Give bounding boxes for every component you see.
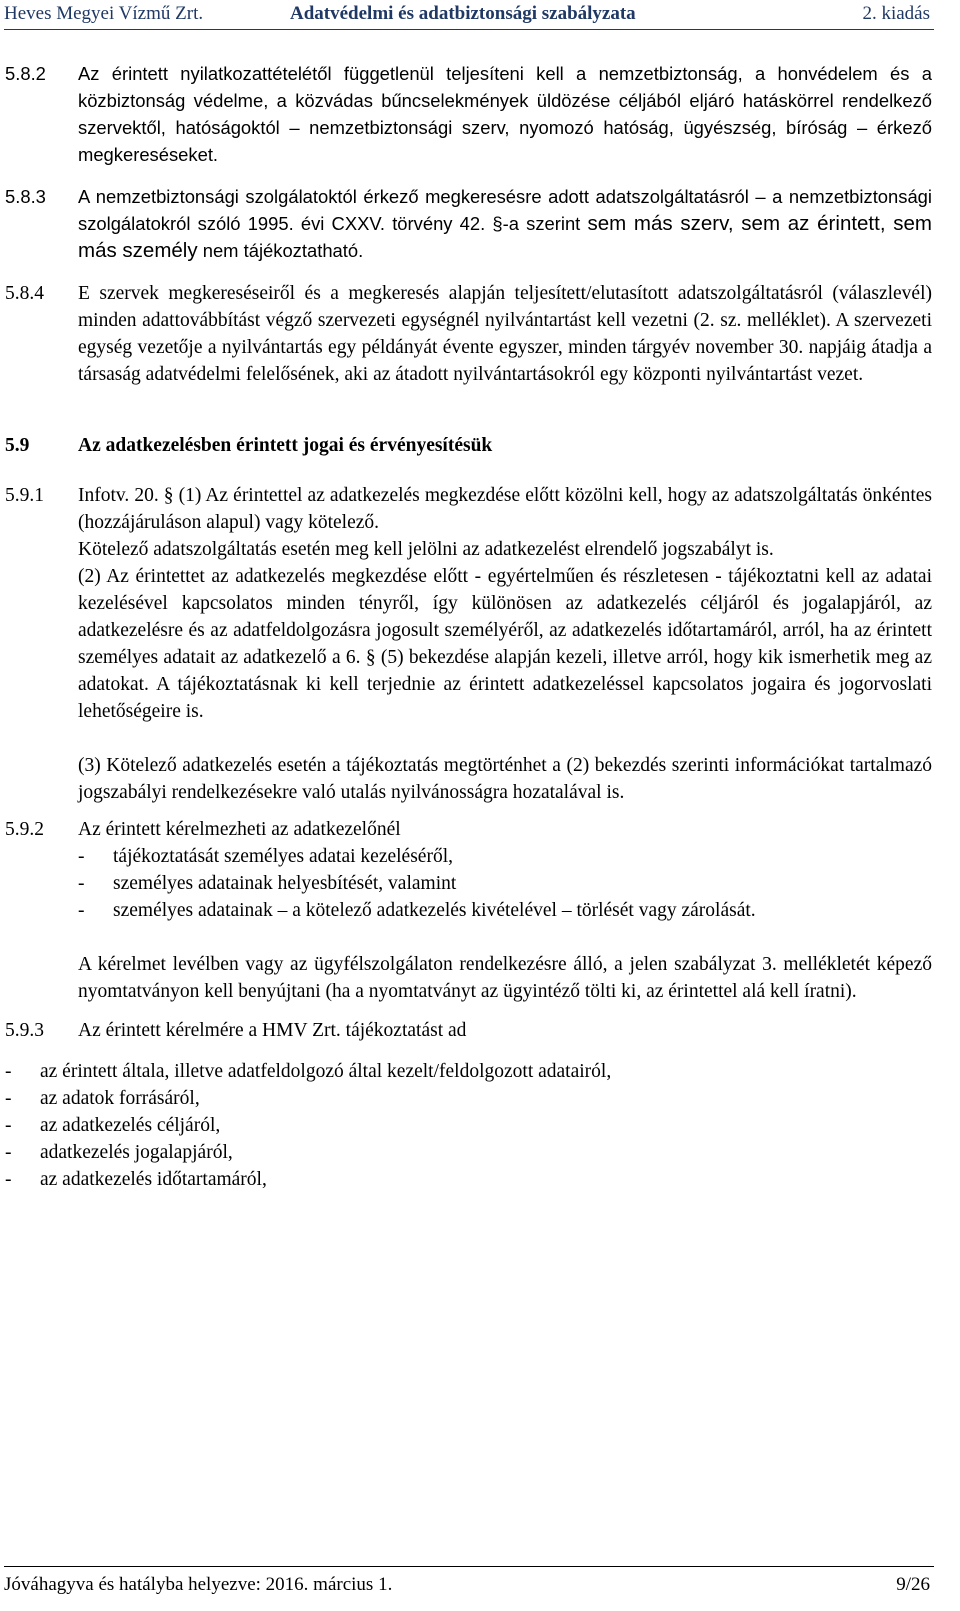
paragraph-number: 5.8.2 [5, 63, 46, 84]
footer-approval-date: Jóváhagyva és hatályba helyezve: 2016. március 1. [4, 1574, 393, 1595]
list-item [5, 1139, 932, 1166]
emphasis-text: sem más szerv, sem az érintett, sem más személy [78, 212, 932, 262]
list-item-text: az adatok forrásáról, [40, 1088, 200, 1109]
paragraph-text: E szervek megkereséseiről és a megkeresés alapján teljesített/elutasított adatszolgáltatásról (válaszlevél) minden adattovábbítást végző szervezeti egységnél nyilvántartást kell vezetni (2. sz. melléklet). A szervezeti egység vezetője a nyilvántartás egy példányát évente egyszer, minden tárgyév november 30. napjáig átadja a társaság adatvédelmi felelősének, aki az átadott nyilvántartásokról egy központi nyilvántartást vezet. [78, 283, 932, 385]
paragraph-text: (2) Az érintettet az adatkezelés megkezdése előtt - egyértelműen és részletesen - tájékoztatni kell az adatai kezelésével kapcsolatos minden tényről, így különösen az adatkezelés céljáról és jogalapjáról, az adatkezelésre és az adatfeldolgozásra jogosult személyéről, az adatkezelés időtartamáról, arról, ha az érintett személyes adatait az adatkezelő a 6. § (5) bekezdése alapján kezeli, illetve arról, hogy kik ismerhetik meg az adatokat. A tájékoztatásnak ki kell terjednie az érintett adatkezeléssel kapcsolatos jogaira és jogorvoslati lehetőségeire is. [78, 566, 932, 722]
document-body [0, 60, 960, 1193]
page-number: 9/26 [896, 1574, 930, 1595]
list-item [78, 870, 932, 897]
paragraph-number: 5.8.3 [5, 186, 46, 207]
list-item-text: személyes adatainak – a kötelező adatkezelés kivételével – törlését vagy zárolását. [113, 900, 756, 921]
dash-bullet: - [78, 846, 85, 867]
paragraph-body [78, 482, 932, 806]
list-item-text: személyes adatainak helyesbítését, valamint [113, 873, 457, 894]
footer-divider [4, 1566, 934, 1567]
paragraph-number: 5.9.1 [5, 485, 44, 506]
list-item [5, 1085, 932, 1112]
paragraph-5-8-2 [5, 60, 932, 168]
paragraph-text: (3) Kötelező adatkezelés esetén a tájékoztatás megtörténhet a (2) bekezdés szerinti információkat tartalmazó jogszabályi rendelkezésekre való utalás nyilvánosságra hozatalával is. [78, 755, 932, 803]
paragraph-text: Infotv. 20. § (1) Az érintettel az adatkezelés megkezdése előtt közölni kell, hogy az adatszolgáltatás önkéntes (hozzájáruláson alapul) vagy kötelező. [78, 485, 932, 533]
section-title: Az adatkezelésben érintett jogai és érvényesítésük [78, 435, 493, 456]
paragraph-body [78, 816, 932, 1005]
paragraph-5-9-1 [5, 482, 932, 806]
dash-bullet: - [5, 1169, 12, 1190]
paragraph-5-9-3 [5, 1017, 932, 1193]
header-edition: 2. kiadás [862, 3, 930, 24]
paragraph-5-8-4 [5, 280, 932, 388]
section-number: 5.9 [5, 435, 30, 456]
info-list [5, 1058, 932, 1193]
paragraph-text-part: nem tájékoztatható. [197, 240, 364, 261]
paragraph-number: 5.9.3 [5, 1020, 44, 1041]
paragraph-text: Az érintett nyilatkozattételétől függetlenül teljesíteni kell a nemzetbiztonság, a honvédelem és a közbiztonság védelme, a közvádas bűncselekmények üldözése céljából eljáró hatáskörrel rendelkező szervektől, hatóságoktól – nemzetbiztonsági szerv, nyomozó hatóság, ügyészség, bíróság – érkező megkereséseket. [78, 63, 932, 165]
paragraph-number: 5.9.2 [5, 819, 44, 840]
list-item-text: adatkezelés jogalapjáról, [40, 1142, 233, 1163]
paragraph-intro: Az érintett kérelmére a HMV Zrt. tájékoztatást ad [78, 1020, 467, 1041]
list-item-text: tájékoztatását személyes adatai kezeléséről, [113, 846, 453, 867]
paragraph-text-part: A nemzetbiztonsági szolgálatoktól érkező megkeresésre adott adatszolgáltatásról – a nemzetbiztonsági szolgálatokról szóló 1995. évi CXXV. törvény 42. §-a szerint [78, 186, 932, 234]
header-company: Heves Megyei Vízmű Zrt. [4, 3, 204, 24]
dash-bullet: - [5, 1088, 12, 1109]
paragraph-text: Kötelező adatszolgáltatás esetén meg kell jelölni az adatkezelést elrendelő jogszabályt is. [78, 539, 774, 560]
list-item [5, 1112, 932, 1139]
dash-bullet: - [5, 1142, 12, 1163]
list-item-text: az adatkezelés időtartamáról, [40, 1169, 267, 1190]
paragraph-body [78, 1017, 932, 1044]
list-item [5, 1166, 932, 1193]
dash-bullet: - [5, 1061, 12, 1082]
list-item [5, 1058, 932, 1085]
paragraph-text: A kérelmet levélben vagy az ügyfélszolgálaton rendelkezésre álló, a jelen szabályzat 3. mellékletét képező nyomtatványon kell benyújtani (ha a nyomtatványt az ügyintéző tölti ki, az érintettel alá kell íratni). [78, 954, 932, 1002]
section-heading-5-9 [5, 432, 932, 460]
header-divider [4, 29, 934, 30]
paragraph-5-8-3 [5, 183, 932, 264]
list-item-text: az adatkezelés céljáról, [40, 1115, 221, 1136]
dash-bullet: - [5, 1115, 12, 1136]
paragraph-intro: Az érintett kérelmezheti az adatkezelőnél [78, 819, 401, 840]
list-item [78, 897, 932, 924]
paragraph-text [78, 183, 932, 264]
dash-bullet: - [78, 873, 85, 894]
paragraph-number: 5.8.4 [5, 283, 44, 304]
list-item-text: az érintett általa, illetve adatfeldolgozó által kezelt/feldolgozott adatairól, [40, 1061, 612, 1082]
list-item [78, 843, 932, 870]
paragraph-5-9-2 [5, 816, 932, 1005]
dash-bullet: - [78, 900, 85, 921]
header-title: Adatvédelmi és adatbiztonsági szabályzata [290, 3, 636, 24]
